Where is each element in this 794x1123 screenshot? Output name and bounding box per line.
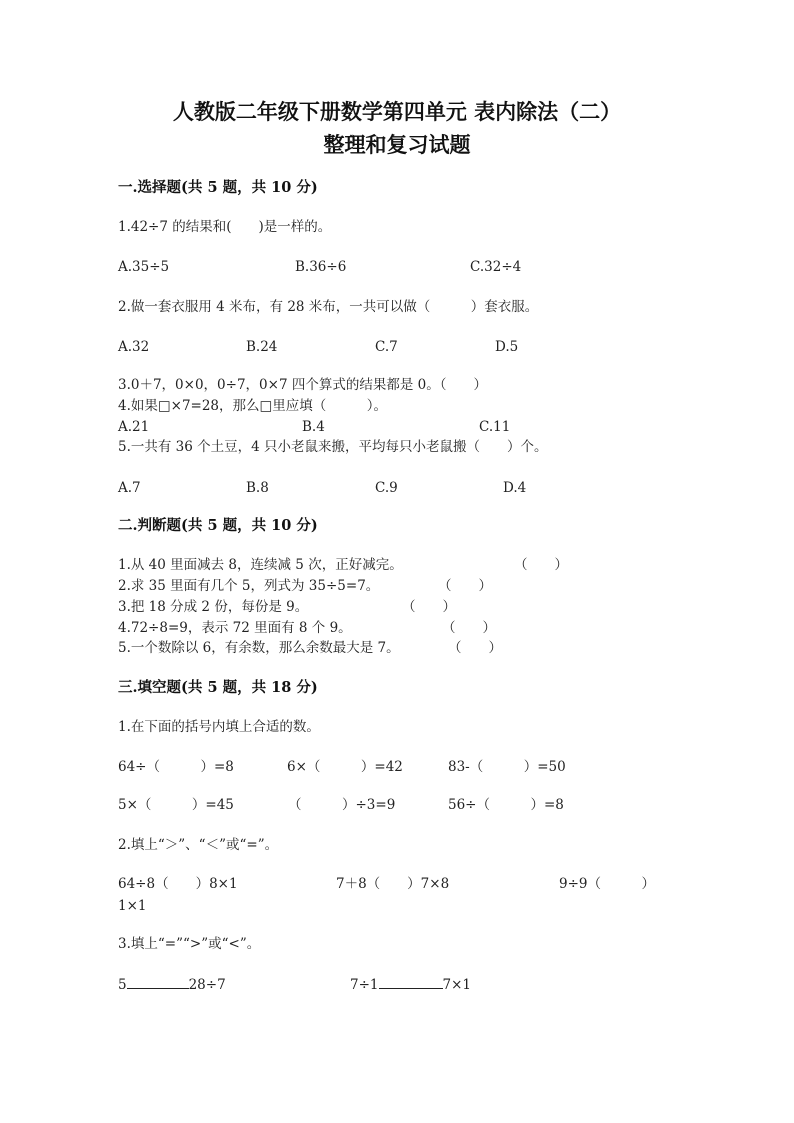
s1-q2-option-a: A.32 — [118, 339, 150, 355]
section-2-heading: 二.判断题(共 5 题，共 10 分) — [118, 517, 318, 534]
s3-q1-row1-item1: 64÷（ ）=8 — [118, 759, 234, 775]
s3-q3-item1-left: 5 — [118, 977, 127, 993]
s1-q1-text: 1.42÷7 的结果和( )是一样的。 — [118, 219, 332, 235]
s3-q3-item1-right: 28÷7 — [188, 977, 226, 993]
s3-q1-row1-item3: 83-（ ）=50 — [448, 759, 566, 775]
s3-q3-item1 — [118, 976, 226, 994]
section-1-heading: 一.选择题(共 5 题，共 10 分) — [118, 179, 318, 196]
s1-q3-text: 3.0＋7，0×0，0÷7，0×7 四个算式的结果都是 0。（ ） — [118, 377, 487, 393]
s1-q1-option-a: A.35÷5 — [118, 259, 170, 275]
s2-item-2-text: 2.求 35 里面有几个 5，列式为 35÷5=7。 — [118, 578, 380, 594]
s2-item-3-text: 3.把 18 分成 2 份，每份是 9。 — [118, 599, 309, 615]
s2-item-4-text: 4.72÷8=9，表示 72 里面有 8 个 9。 — [118, 620, 352, 636]
s1-q5-option-a: A.7 — [118, 480, 141, 496]
s3-q3-item2 — [350, 976, 471, 994]
s1-q4-text: 4.如果□×7=28，那么□里应填（ ）。 — [118, 398, 388, 414]
s3-q1-row1-item2: 6×（ ）=42 — [287, 759, 403, 775]
s3-q1-row2-item3: 56÷（ ）=8 — [448, 797, 564, 813]
s3-q1-row2-item2: （ ）÷3=9 — [288, 797, 396, 813]
s2-item-1-paren: （ ） — [514, 557, 568, 573]
s3-q2-wrap: 1×1 — [118, 898, 147, 914]
s1-q5-option-c: C.9 — [375, 480, 398, 496]
s3-q3-item2-right: 7×1 — [442, 977, 471, 993]
section-3-heading: 三.填空题(共 5 题，共 18 分) — [118, 679, 318, 696]
s1-q5-option-b: B.8 — [246, 480, 269, 496]
s3-q1-text: 1.在下面的括号内填上合适的数。 — [118, 719, 320, 735]
s1-q2-option-d: D.5 — [495, 339, 519, 355]
s3-q2-text: 2.填上“＞”、“＜”或“=”。 — [118, 837, 279, 853]
s1-q4-option-c: C.11 — [479, 419, 511, 435]
s1-q5-option-d: D.4 — [503, 480, 527, 496]
s3-q2-item1: 64÷8（ ）8×1 — [118, 876, 238, 892]
s2-item-5-paren: （ ） — [448, 640, 502, 656]
s1-q2-option-c: C.7 — [375, 339, 398, 355]
answer-blank[interactable] — [127, 987, 189, 989]
s1-q4-option-b: B.4 — [302, 419, 325, 435]
s2-item-5-text: 5.一个数除以 6，有余数，那么余数最大是 7。 — [118, 640, 400, 656]
s1-q1-option-b: B.36÷6 — [295, 259, 347, 275]
s1-q1-option-c: C.32÷4 — [470, 259, 522, 275]
s3-q3-text: 3.填上“=”“>”或“<”。 — [118, 936, 261, 952]
s2-item-1-text: 1.从 40 里面减去 8，连续减 5 次，正好减完。 — [118, 557, 403, 573]
s1-q2-option-b: B.24 — [246, 339, 278, 355]
s3-q2-item3: 9÷9（ ） — [559, 876, 655, 892]
s3-q1-row2-item1: 5×（ ）=45 — [118, 797, 234, 813]
s2-item-2-paren: （ ） — [438, 578, 492, 594]
s3-q2-item2: 7＋8（ ）7×8 — [336, 876, 450, 892]
answer-blank[interactable] — [379, 987, 443, 989]
s3-q3-item2-left: 7÷1 — [350, 977, 379, 993]
title-line-1: 人教版二年级下册数学第四单元 表内除法（二） — [172, 99, 622, 124]
s2-item-4-paren: （ ） — [442, 620, 496, 636]
s2-item-3-paren: （ ） — [402, 599, 456, 615]
s1-q5-text: 5.一共有 36 个土豆，4 只小老鼠来搬，平均每只小老鼠搬（ ）个。 — [118, 439, 548, 455]
s1-q4-option-a: A.21 — [118, 419, 150, 435]
title-line-2: 整理和复习试题 — [323, 132, 471, 157]
s1-q2-text: 2.做一套衣服用 4 米布，有 28 米布，一共可以做（ ）套衣服。 — [118, 299, 539, 315]
